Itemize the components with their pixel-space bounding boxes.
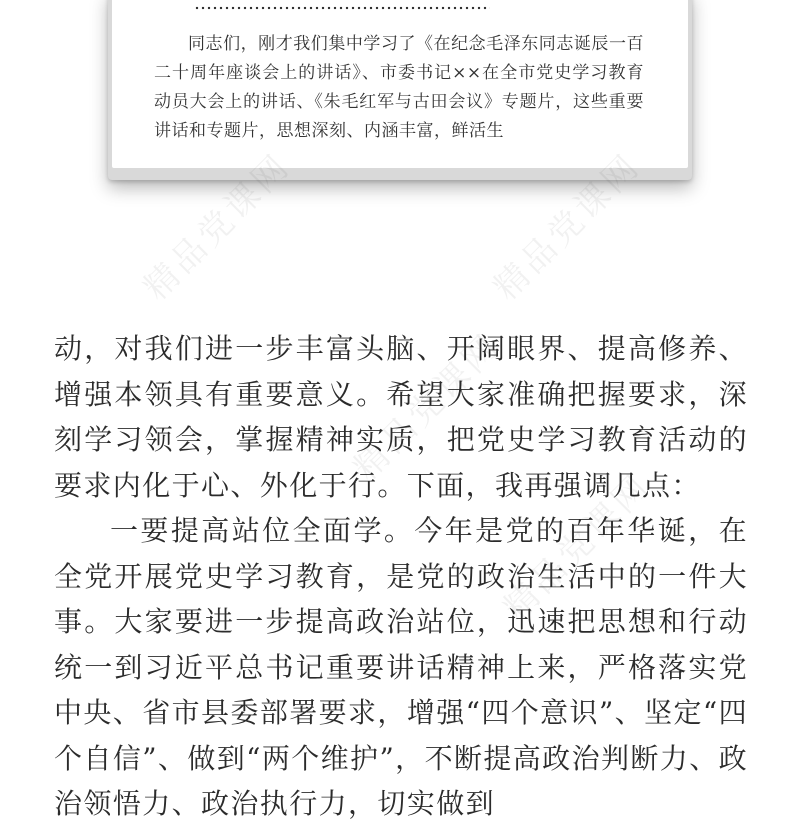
dotted-divider bbox=[194, 6, 490, 10]
preview-card bbox=[112, 0, 688, 168]
preview-card-paragraph: 同志们，刚才我们集中学习了《在纪念毛泽东同志诞辰一百二十周年座谈会上的讲话》、市委书记××在全市党史学习教育动员大会上的讲话、《朱毛红军与古田会议》专题片，这些重要讲话和专题片，思想深刻、内涵丰富，鲜活生 bbox=[154, 34, 644, 141]
watermark: 精品党课网 bbox=[486, 145, 649, 309]
preview-card-text bbox=[154, 30, 644, 146]
document-body bbox=[54, 326, 748, 827]
watermark: 精品党课网 bbox=[346, 325, 509, 489]
watermark: 精品党课网 bbox=[496, 465, 659, 629]
body-paragraph-point-one: 一要提高站位全面学。今年是党的百年华诞，在全党开展党史学习教育，是党的政治生活中的一件大事。大家要进一步提高政治站位，迅速把思想和行动统一到习近平总书记重要讲话精神上来，严格落实党中央、省市县委部署要求，增强“四个意识”、坚定“四个自信”、做到“两个维护”，不断提高政治判断力、政治领悟力、政治执行力，切实做到 bbox=[54, 514, 748, 820]
body-paragraph-continuation: 动，对我们进一步丰富头脑、开阔眼界、提高修养、增强本领具有重要意义。希望大家准确把握要求，深刻学习领会，掌握精神实质，把党史学习教育活动的要求内化于心、外化于行。下面，我再强调几点： bbox=[54, 332, 748, 502]
watermark: 精品党课网 bbox=[136, 145, 299, 309]
